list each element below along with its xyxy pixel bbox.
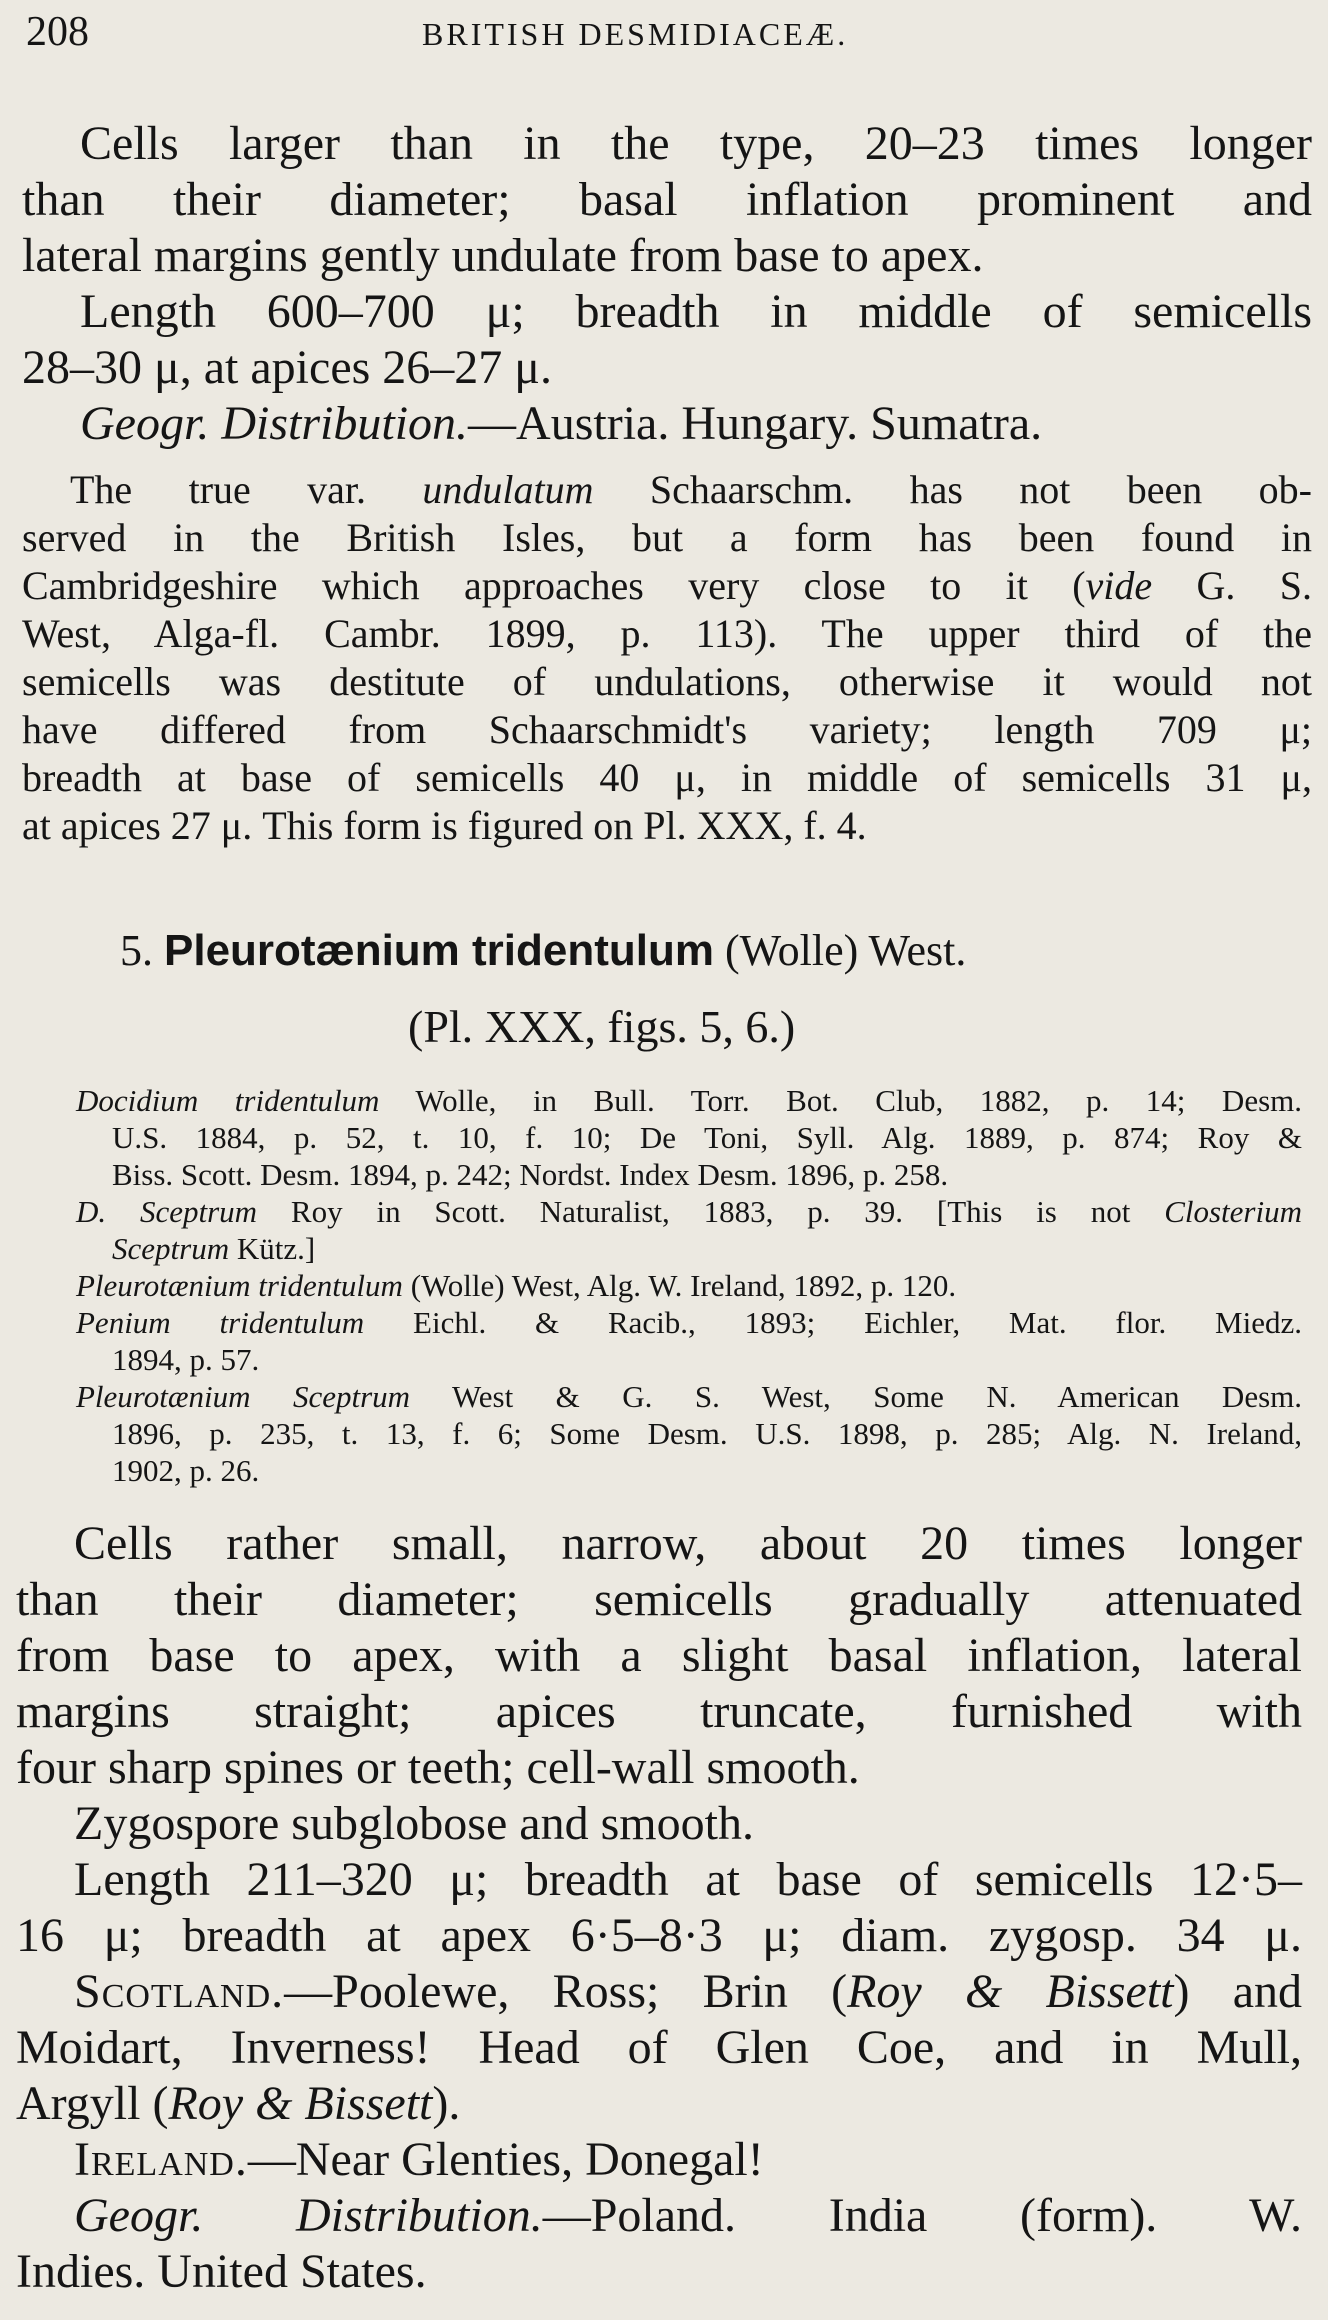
text-line: Zygospore subglobose and smooth. (74, 1797, 754, 1850)
species-number: 5. (120, 926, 153, 975)
text-line: Cambridgeshire which approaches very close to it (vide G. S. (22, 563, 1312, 608)
geogr-label: Geogr. Distribution. (80, 397, 469, 450)
text-line: lateral margins gently undulate from base to apex. (22, 229, 984, 282)
text-line: margins straight; apices truncate, furnished with (16, 1685, 1302, 1738)
synonym-entry-cont: 1896, p. 235, t. 13, f. 6; Some Desm. U.S. 1898, p. 285; Alg. N. Ireland, (112, 1416, 1302, 1451)
text-line: Length 600–700 μ; breadth in middle of semicells (80, 285, 1312, 338)
scotland-record-cont: Moidart, Inverness! Head of Glen Coe, and in Mull, (16, 2021, 1302, 2074)
geographic-distribution: Geogr. Distribution.—Poland. India (form). W. (74, 2189, 1303, 2242)
synonym-entry-cont: Sceptrum Kütz.] (112, 1231, 316, 1266)
text-line: at apices 27 μ. This form is figured on Pl. XXX, f. 4. (22, 803, 867, 848)
synonym-entry-cont: U.S. 1884, p. 52, t. 10, f. 10; De Toni, Syll. Alg. 1889, p. 874; Roy & (112, 1120, 1302, 1155)
scotland-record-cont: Argyll (Roy & Bissett). (16, 2077, 461, 2130)
ireland-record: Ireland.—Near Glenties, Donegal! (74, 2133, 764, 2186)
text-line: Cells larger than in the type, 20–23 times longer (80, 117, 1312, 170)
synonym-entry: D. Sceptrum Roy in Scott. Naturalist, 1883, p. 39. [This is not Closterium (76, 1194, 1302, 1229)
synonym-entry: Penium tridentulum Eichl. & Racib., 1893; Eichler, Mat. flor. Miedz. (76, 1305, 1303, 1340)
running-title: BRITISH DESMIDIACEÆ. (422, 16, 849, 52)
text-line: served in the British Isles, but a form has been found in (22, 515, 1312, 560)
synonym-entry-cont: 1902, p. 26. (112, 1453, 260, 1488)
page-number: 208 (26, 9, 89, 55)
plate-reference: (Pl. XXX, figs. 5, 6.) (408, 1001, 796, 1052)
text-line: The true var. undulatum Schaarschm. has not been ob- (70, 467, 1312, 512)
geographic-distribution-cont: Indies. United States. (16, 2245, 427, 2298)
synonym-entry-cont: 1894, p. 57. (112, 1342, 260, 1377)
species-name: Pleurotænium tridentulum (164, 926, 714, 975)
species-authority: (Wolle) West. (725, 926, 967, 975)
text-line: 16 μ; breadth at apex 6·5–8·3 μ; diam. zygosp. 34 μ. (16, 1909, 1302, 1962)
text-line: West, Alga-fl. Cambr. 1899, p. 113). The upper third of the (22, 611, 1312, 656)
text-line: Cells rather small, narrow, about 20 times longer (74, 1517, 1302, 1570)
synonym-entry: Pleurotænium Sceptrum West & G. S. West, Some N. American Desm. (76, 1379, 1303, 1414)
text-line: than their diameter; basal inflation prominent and (22, 173, 1312, 226)
geographic-distribution (80, 396, 1042, 452)
text-line: 28–30 μ, at apices 26–27 μ. (22, 341, 553, 394)
text-line: than their diameter; semicells gradually attenuated (16, 1573, 1302, 1626)
synonym-entry-cont: Biss. Scott. Desm. 1894, p. 242; Nordst. Index Desm. 1896, p. 258. (112, 1157, 949, 1192)
text-line: have differed from Schaarschmidt's variety; length 709 μ; (22, 707, 1312, 752)
species-title (120, 925, 966, 977)
synonym-entry: Pleurotænium tridentulum (Wolle) West, Alg. W. Ireland, 1892, p. 120. (76, 1268, 957, 1303)
text-line: semicells was destitute of undulations, otherwise it would not (22, 659, 1312, 704)
scotland-record: Scotland.—Poolewe, Ross; Brin (Roy & Bissett) and (74, 1965, 1303, 2018)
text-line: from base to apex, with a slight basal inflation, lateral (16, 1629, 1302, 1682)
text-line: Length 211–320 μ; breadth at base of semicells 12·5– (74, 1853, 1302, 1906)
text-line: breadth at base of semicells 40 μ, in middle of semicells 31 μ, (22, 755, 1312, 800)
geogr-text: —Austria. Hungary. Sumatra. (468, 397, 1043, 450)
synonym-entry: Docidium tridentulum Wolle, in Bull. Torr. Bot. Club, 1882, p. 14; Desm. (76, 1083, 1303, 1118)
text-line: four sharp spines or teeth; cell-wall smooth. (16, 1741, 860, 1794)
